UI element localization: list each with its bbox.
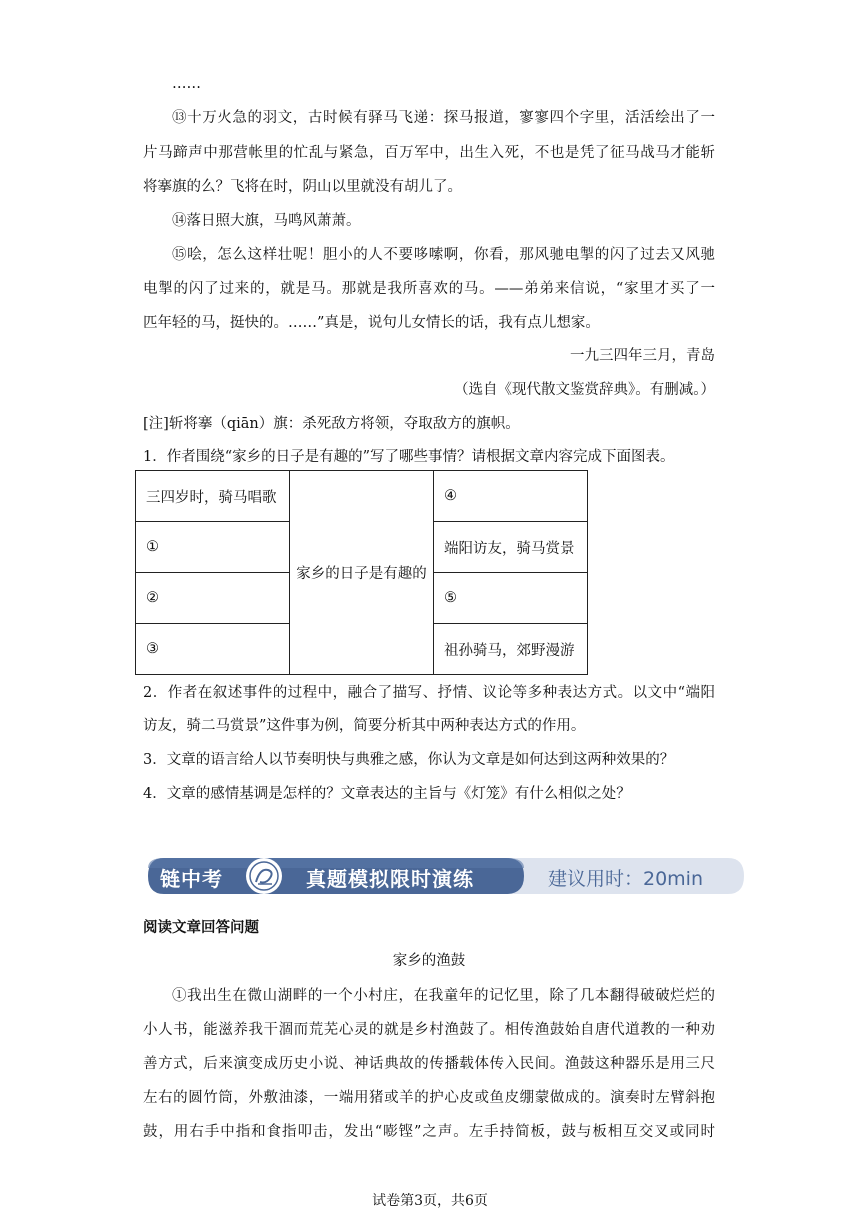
article-p1-line-2: 小人书，能滋养我干涸而荒芜心灵的就是乡村渔鼓了。相传渔鼓始自唐代道教的一种劝 [143, 1022, 715, 1038]
chart-left-cell: ② [136, 573, 290, 624]
paragraph-14: ⑭落日照大旗，马鸣风萧萧。 [172, 213, 361, 229]
banner-icon [246, 858, 282, 894]
event-chart-table [135, 470, 588, 675]
paragraph-15-line-3: 匹年轻的马，挺快的。……”真是，说句儿女情长的话，我有点儿想家。 [143, 315, 600, 331]
banner-right-label: 建议用时：20min [548, 868, 704, 890]
chart-left-cell: ③ [136, 624, 290, 675]
section-heading: 阅读文章回答问题 [143, 919, 259, 936]
paragraph-13-line-2: 片马蹄声中那营帐里的忙乱与紧急，百万军中，出生入死，不也是凭了征马战马才能斩 [143, 145, 715, 161]
chart-right-cell: ④ [434, 471, 588, 522]
paragraph-13-line-1: ⑬十万火急的羽文，古时候有驿马飞递：探马报道，寥寥四个字里，活活绘出了一 [172, 110, 715, 126]
date-place: 一九三四年三月，青岛 [570, 348, 715, 364]
section-banner [146, 856, 746, 896]
paragraph-15-line-2: 电掣的闪了过来的，就是马。那就是我所喜欢的马。——弟弟来信说，“家里才买了一 [143, 281, 715, 297]
banner-middle-label: 真题模拟限时演练 [306, 867, 474, 891]
chart-left-cell: 三四岁时，骑马唱歌 [136, 471, 290, 522]
source-note: （选自《现代散文鉴赏辞典》。有删减。） [454, 382, 715, 398]
chart-right-cell: 祖孙骑马，郊野漫游 [434, 624, 588, 675]
article-p1-line-5: 鼓，用右手中指和食指叩击，发出“嘭铿”之声。左手持简板，鼓与板相互交叉或同时 [143, 1124, 715, 1140]
article-title: 家乡的渔鼓 [392, 953, 466, 969]
chart-right-cell: 端阳访友，骑马赏景 [434, 522, 588, 573]
question-2-line-1: 2．作者在叙述事件的过程中，融合了描写、抒情、议论等多种表达方式。以文中“端阳 [143, 685, 715, 701]
article-p1-line-3: 善方式，后来演变成历史小说、神话典故的传播载体传入民间。渔鼓这种器乐是用三尺 [143, 1056, 715, 1072]
question-3: 3．文章的语言给人以节奏明快与典雅之感，你认为文章是如何达到这两种效果的？ [143, 752, 675, 768]
ellipsis: …… [172, 76, 201, 92]
chart-left-cell: ① [136, 522, 290, 573]
paragraph-15-line-1: ⑮哙，怎么这样壮呢！胆小的人不要哆嗦啊，你看，那风驰电掣的闪了过去又风驰 [172, 247, 715, 263]
chart-center-cell: 家乡的日子是有趣的 [290, 471, 434, 675]
article-p1-line-1: ①我出生在微山湖畔的一个小村庄，在我童年的记忆里，除了几本翻得破破烂烂的 [172, 988, 715, 1004]
question-4: 4．文章的感情基调是怎样的？文章表达的主旨与《灯笼》有什么相似之处？ [143, 786, 631, 802]
page-footer: 试卷第3页，共6页 [372, 1193, 488, 1209]
banner-left-label: 链中考 [160, 867, 223, 891]
article-p1-line-4: 左右的圆竹筒，外敷油漆，一端用猪或羊的护心皮或鱼皮绷蒙做成的。演奏时左臂斜抱 [143, 1090, 715, 1106]
annotation-note: [注]斩将搴（qiān）旗：杀死敌方将领，夺取敌方的旗帜。 [143, 416, 520, 432]
question-1: 1．作者围绕“家乡的日子是有趣的”写了哪些事情？请根据文章内容完成下面图表。 [143, 449, 675, 465]
chart-right-cell: ⑤ [434, 573, 588, 624]
question-2-line-2: 访友，骑二马赏景”这件事为例，简要分析其中两种表达方式的作用。 [143, 718, 586, 734]
paragraph-13-line-3: 将搴旗的么？飞将在时，阴山以里就没有胡儿了。 [143, 179, 462, 195]
